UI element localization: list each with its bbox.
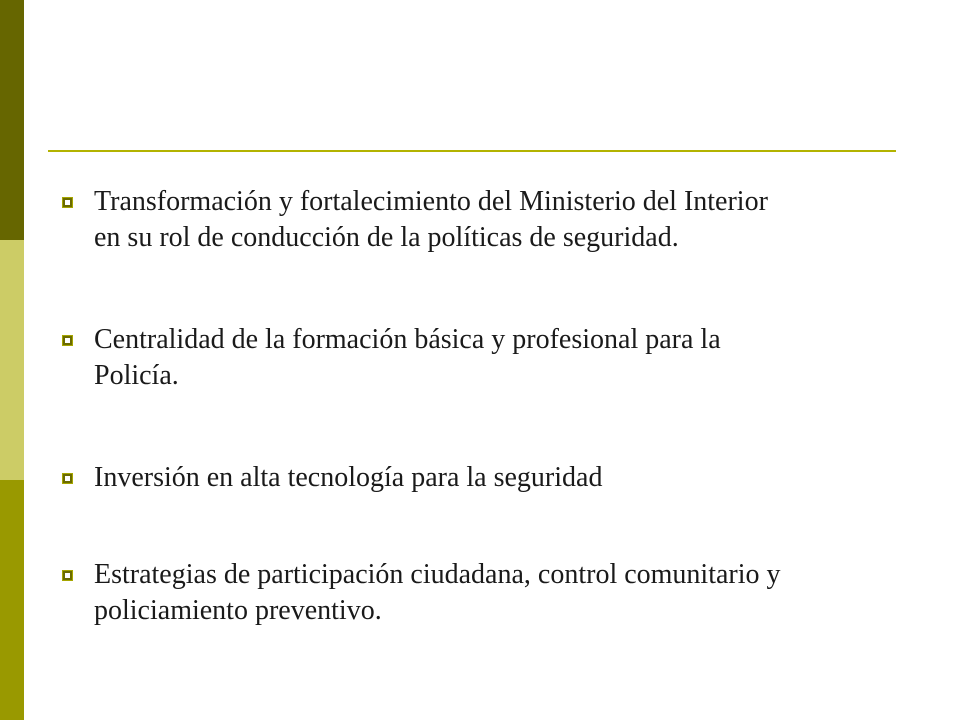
bullet-line: policiamiento preventivo. (94, 595, 382, 626)
list-item (62, 557, 922, 637)
bullet-line: Policía. (94, 360, 179, 391)
list-item (62, 460, 922, 500)
bullet-line: Estrategias de participación ciudadana, control comunitario y (94, 559, 781, 590)
bullet-text (94, 322, 924, 394)
bullet-line: Transformación y fortalecimiento del Ministerio del Interior (94, 186, 768, 217)
bullet-text (94, 460, 924, 496)
bullet-line: en su rol de conducción de la políticas de seguridad. (94, 222, 679, 253)
square-bullet-icon (62, 335, 73, 346)
title-divider-rule (48, 150, 896, 152)
square-bullet-icon (62, 570, 73, 581)
list-item (62, 184, 922, 264)
square-bullet-icon (62, 473, 73, 484)
square-bullet-icon (62, 197, 73, 208)
sidebar-block-middle (0, 240, 24, 480)
bullet-line: Centralidad de la formación básica y profesional para la (94, 324, 721, 355)
bullet-text (94, 557, 924, 629)
sidebar-block-bottom (0, 480, 24, 720)
list-item (62, 322, 922, 402)
bullet-text (94, 184, 924, 256)
sidebar-block-top (0, 0, 24, 240)
bullet-line: Inversión en alta tecnología para la seguridad (94, 462, 603, 493)
